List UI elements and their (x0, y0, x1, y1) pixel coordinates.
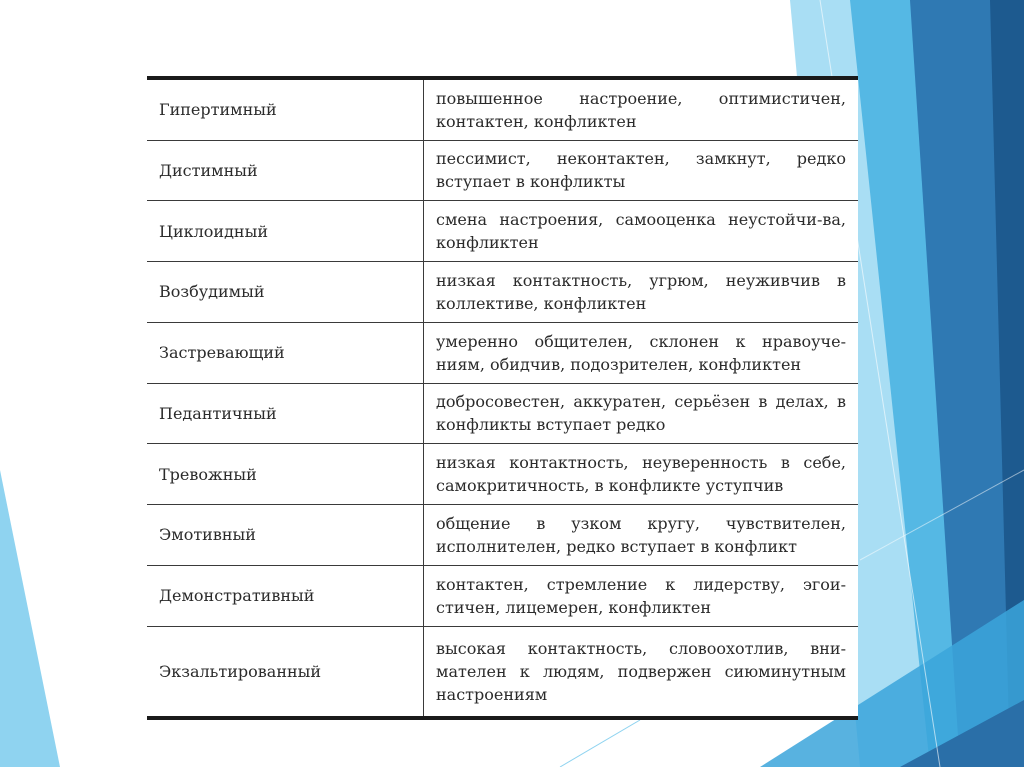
description-cell: пессимист, неконтактен, замкнут, редко вступает в конфликты (424, 140, 859, 201)
type-cell: Тревожный (147, 444, 424, 505)
table (147, 80, 858, 716)
type-cell: Дистимный (147, 140, 424, 201)
type-cell: Экзальтированный (147, 626, 424, 716)
table-row (147, 140, 858, 201)
description-cell: смена настроения, самооценка неустойчи-ва, конфликтен (424, 201, 859, 262)
type-cell: Демонстративный (147, 565, 424, 626)
table-row (147, 383, 858, 444)
type-cell: Застревающий (147, 322, 424, 383)
personality-types-table (147, 76, 858, 720)
description-cell: общение в узком кругу, чувствителен, исполнителен, редко вступает в конфликт (424, 505, 859, 566)
accent-line-3 (560, 720, 640, 767)
table-row (147, 322, 858, 383)
table-row (147, 80, 858, 140)
description-cell: низкая контактность, угрюм, неуживчив в коллективе, конфликтен (424, 262, 859, 323)
description-cell: повышенное настроение, оптимистичен, контактен, конфликтен (424, 80, 859, 140)
left-accent-shape (0, 470, 60, 767)
table-row (147, 626, 858, 716)
description-cell: добросовестен, аккуратен, серьёзен в делах, в конфликты вступает редко (424, 383, 859, 444)
type-cell: Гипертимный (147, 80, 424, 140)
type-cell: Педантичный (147, 383, 424, 444)
table-row (147, 444, 858, 505)
table-row (147, 262, 858, 323)
description-cell: низкая контактность, неуверенность в себе, самокритичность, в конфликте уступчив (424, 444, 859, 505)
type-cell: Циклоидный (147, 201, 424, 262)
type-cell: Возбудимый (147, 262, 424, 323)
description-cell: умеренно общителен, склонен к нравоуче-ниям, обидчив, подозрителен, конфликтен (424, 322, 859, 383)
table-row (147, 565, 858, 626)
table-row (147, 505, 858, 566)
table-row (147, 201, 858, 262)
description-cell: контактен, стремление к лидерству, эгои-стичен, лицемерен, конфликтен (424, 565, 859, 626)
type-cell: Эмотивный (147, 505, 424, 566)
description-cell: высокая контактность, словоохотлив, вни-мателен к людям, подвержен сиюминутным настроениям (436, 638, 846, 704)
